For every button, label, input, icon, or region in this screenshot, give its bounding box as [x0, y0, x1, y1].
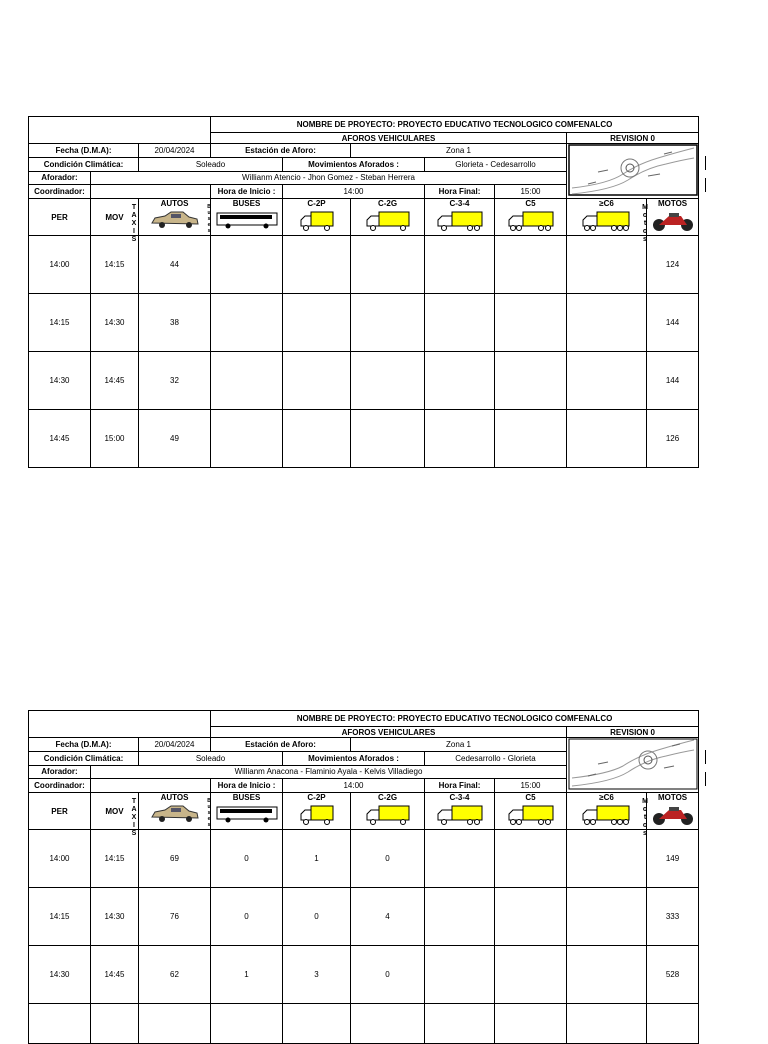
truck-c5-icon	[507, 210, 555, 232]
cell-autos: 49	[139, 410, 211, 468]
cell-buses	[211, 352, 283, 410]
truck-c6-icon	[581, 804, 633, 826]
col-per: PER	[29, 793, 91, 830]
truck-c2g-icon	[365, 804, 411, 826]
cell-mov: 15:00	[91, 410, 139, 468]
motos-vertical-label: M o t o s	[642, 798, 648, 837]
roundabout-map	[567, 144, 699, 199]
cell-mov: 14:30	[91, 888, 139, 946]
motos-vertical-label: M o t o s	[642, 204, 648, 243]
col-mov: MOV	[91, 793, 139, 830]
cell-c5	[495, 410, 567, 468]
coordinador-label: Coordinador:	[29, 779, 91, 793]
movimientos-label: Movimientos Aforados :	[283, 751, 425, 765]
cell-per: 14:15	[29, 888, 91, 946]
condicion-value: Soleado	[139, 751, 283, 765]
col-buses: BUSES	[211, 199, 283, 236]
cell-c6	[567, 236, 647, 294]
estacion-label: Estación de Aforo:	[211, 738, 351, 752]
cell-c5	[495, 236, 567, 294]
cell-c2p	[283, 294, 351, 352]
cell-per: 14:30	[29, 946, 91, 1004]
cell-motos: 126	[647, 410, 699, 468]
coordinador-value	[91, 185, 211, 199]
cell-per: 14:00	[29, 236, 91, 294]
col-autos: AUTOS	[139, 199, 211, 236]
table-row	[29, 352, 699, 410]
cell-motos: 144	[647, 294, 699, 352]
cell-mov: 14:15	[91, 830, 139, 888]
col-per: PER	[29, 199, 91, 236]
buses-vertical-label: B u s e s	[207, 204, 211, 234]
hora-inicio-label: Hora de Inicio :	[211, 779, 283, 793]
estacion-value: Zona 1	[351, 144, 567, 158]
cell-c2g	[351, 352, 425, 410]
cell-mov: 14:45	[91, 352, 139, 410]
cell-motos: 149	[647, 830, 699, 888]
motorcycle-icon	[651, 804, 695, 826]
truck-c2p-icon	[299, 210, 335, 232]
motorcycle-icon	[651, 210, 695, 232]
blank-header-cell	[29, 117, 211, 144]
subtitle: AFOROS VEHICULARES	[211, 133, 567, 144]
cell-c34	[425, 888, 495, 946]
table-row	[29, 410, 699, 468]
col-c5: C5	[495, 793, 567, 830]
roundabout-sketch-icon	[568, 144, 698, 196]
aforador-value: Willianm Atencio - Jhon Gomez - Steban Herrera	[91, 171, 567, 185]
condicion-value: Soleado	[139, 157, 283, 171]
col-c6: ≥C6	[567, 793, 647, 830]
cell-motos: 333	[647, 888, 699, 946]
cell-c5	[495, 830, 567, 888]
col-c6: ≥C6	[567, 199, 647, 236]
aforador-label: Aforador:	[29, 171, 91, 185]
cell-c6	[567, 830, 647, 888]
cell-per: 14:15	[29, 294, 91, 352]
cell-c6	[567, 410, 647, 468]
movimientos-value: Glorieta - Cedesarrollo	[425, 157, 567, 171]
col-c34: C-3-4	[425, 793, 495, 830]
cell-c6	[567, 946, 647, 1004]
cell-per: 14:45	[29, 410, 91, 468]
cell-c2g	[351, 294, 425, 352]
truck-c2g-icon	[365, 210, 411, 232]
cell-c34	[425, 294, 495, 352]
col-c2p: C-2P	[283, 793, 351, 830]
column-header-row	[29, 199, 699, 236]
cell-c6	[567, 294, 647, 352]
hora-final-label: Hora Final:	[425, 185, 495, 199]
col-motos: MOTOS	[647, 793, 699, 830]
cell-per: 14:30	[29, 352, 91, 410]
fecha-label: Fecha (D.M.A):	[29, 738, 139, 752]
cell-c2p	[283, 410, 351, 468]
coordinador-label: Coordinador:	[29, 185, 91, 199]
cell-c2p	[283, 236, 351, 294]
col-autos: AUTOS	[139, 793, 211, 830]
col-c5: C5	[495, 199, 567, 236]
estacion-value: Zona 1	[351, 738, 567, 752]
hora-final-value: 15:00	[495, 779, 567, 793]
cell-buses: 0	[211, 888, 283, 946]
cell-c6	[567, 888, 647, 946]
cell-c34	[425, 410, 495, 468]
hora-final-value: 15:00	[495, 185, 567, 199]
aforador-value: Willianm Anacona - Flaminio Ayala - Kelvis Villadiego	[91, 765, 567, 779]
truck-c2p-icon	[299, 804, 335, 826]
cell-mov: 14:45	[91, 946, 139, 1004]
project-title: NOMBRE DE PROYECTO: PROYECTO EDUCATIVO TECNOLOGICO COMFENALCO	[211, 711, 699, 727]
hora-inicio-label: Hora de Inicio :	[211, 185, 283, 199]
hora-inicio-value: 14:00	[283, 185, 425, 199]
truck-c34-icon	[436, 804, 484, 826]
col-mov: MOV	[91, 199, 139, 236]
aforo-table-2	[28, 710, 699, 1044]
revision-label: REVISION 0	[567, 727, 699, 738]
cell-mov: 14:15	[91, 236, 139, 294]
col-c2p: C-2P	[283, 199, 351, 236]
cell-c2p: 1	[283, 830, 351, 888]
cell-c6	[567, 352, 647, 410]
cell-mov: 14:30	[91, 294, 139, 352]
cell-autos: 62	[139, 946, 211, 1004]
cell-c5	[495, 294, 567, 352]
cell-per: 14:00	[29, 830, 91, 888]
hora-final-label: Hora Final:	[425, 779, 495, 793]
cell-autos: 69	[139, 830, 211, 888]
cell-buses: 0	[211, 830, 283, 888]
cell-c2g: 0	[351, 830, 425, 888]
cell-motos: 124	[647, 236, 699, 294]
project-title: NOMBRE DE PROYECTO: PROYECTO EDUCATIVO TECNOLOGICO COMFENALCO	[211, 117, 699, 133]
cell-c5	[495, 888, 567, 946]
cell-autos: 32	[139, 352, 211, 410]
cell-c5	[495, 946, 567, 1004]
table-row	[29, 294, 699, 352]
table-row	[29, 946, 699, 1004]
movimientos-value: Cedesarrollo - Glorieta	[425, 751, 567, 765]
col-motos: MOTOS	[647, 199, 699, 236]
fecha-label: Fecha (D.M.A):	[29, 144, 139, 158]
table-row	[29, 236, 699, 294]
bus-icon	[216, 210, 278, 230]
taxis-vertical-label: T A X I S	[131, 798, 137, 837]
cell-c2g	[351, 236, 425, 294]
fecha-value: 20/04/2024	[139, 738, 211, 752]
condicion-label: Condición Climática:	[29, 157, 139, 171]
cell-c5	[495, 352, 567, 410]
cell-buses	[211, 236, 283, 294]
estacion-label: Estación de Aforo:	[211, 144, 351, 158]
aforo-sheet-2	[28, 710, 698, 1044]
blank-header-cell	[29, 711, 211, 738]
bus-icon	[216, 804, 278, 824]
cell-c2p: 3	[283, 946, 351, 1004]
col-buses: BUSES	[211, 793, 283, 830]
table-row	[29, 830, 699, 888]
car-icon	[149, 804, 201, 824]
truck-c5-icon	[507, 804, 555, 826]
condicion-label: Condición Climática:	[29, 751, 139, 765]
cell-c34	[425, 352, 495, 410]
aforo-sheet-1	[28, 116, 698, 468]
cell-buses: 1	[211, 946, 283, 1004]
col-c2g: C-2G	[351, 793, 425, 830]
col-c34: C-3-4	[425, 199, 495, 236]
roundabout-sketch-icon	[568, 738, 698, 790]
cell-c34	[425, 236, 495, 294]
buses-vertical-label: B u s e s	[207, 798, 211, 828]
cell-c34	[425, 830, 495, 888]
cell-c2g	[351, 410, 425, 468]
cell-c2p	[283, 352, 351, 410]
taxis-vertical-label: T A X I S	[131, 204, 137, 243]
cell-autos: 44	[139, 236, 211, 294]
cell-motos: 528	[647, 946, 699, 1004]
col-c2g: C-2G	[351, 199, 425, 236]
fecha-value: 20/04/2024	[139, 144, 211, 158]
cell-motos: 144	[647, 352, 699, 410]
movimientos-label: Movimientos Aforados :	[283, 157, 425, 171]
subtitle: AFOROS VEHICULARES	[211, 727, 567, 738]
column-header-row	[29, 793, 699, 830]
cell-c2g: 0	[351, 946, 425, 1004]
cell-buses	[211, 294, 283, 352]
aforador-label: Aforador:	[29, 765, 91, 779]
coordinador-value	[91, 779, 211, 793]
cell-autos: 38	[139, 294, 211, 352]
table-row	[29, 888, 699, 946]
cell-autos: 76	[139, 888, 211, 946]
cell-buses	[211, 410, 283, 468]
roundabout-map	[567, 738, 699, 793]
hora-inicio-value: 14:00	[283, 779, 425, 793]
car-icon	[149, 210, 201, 230]
revision-label: REVISION 0	[567, 133, 699, 144]
cell-c2g: 4	[351, 888, 425, 946]
cell-c34	[425, 946, 495, 1004]
truck-c34-icon	[436, 210, 484, 232]
truck-c6-icon	[581, 210, 633, 232]
cell-c2p: 0	[283, 888, 351, 946]
aforo-table-1	[28, 116, 699, 468]
